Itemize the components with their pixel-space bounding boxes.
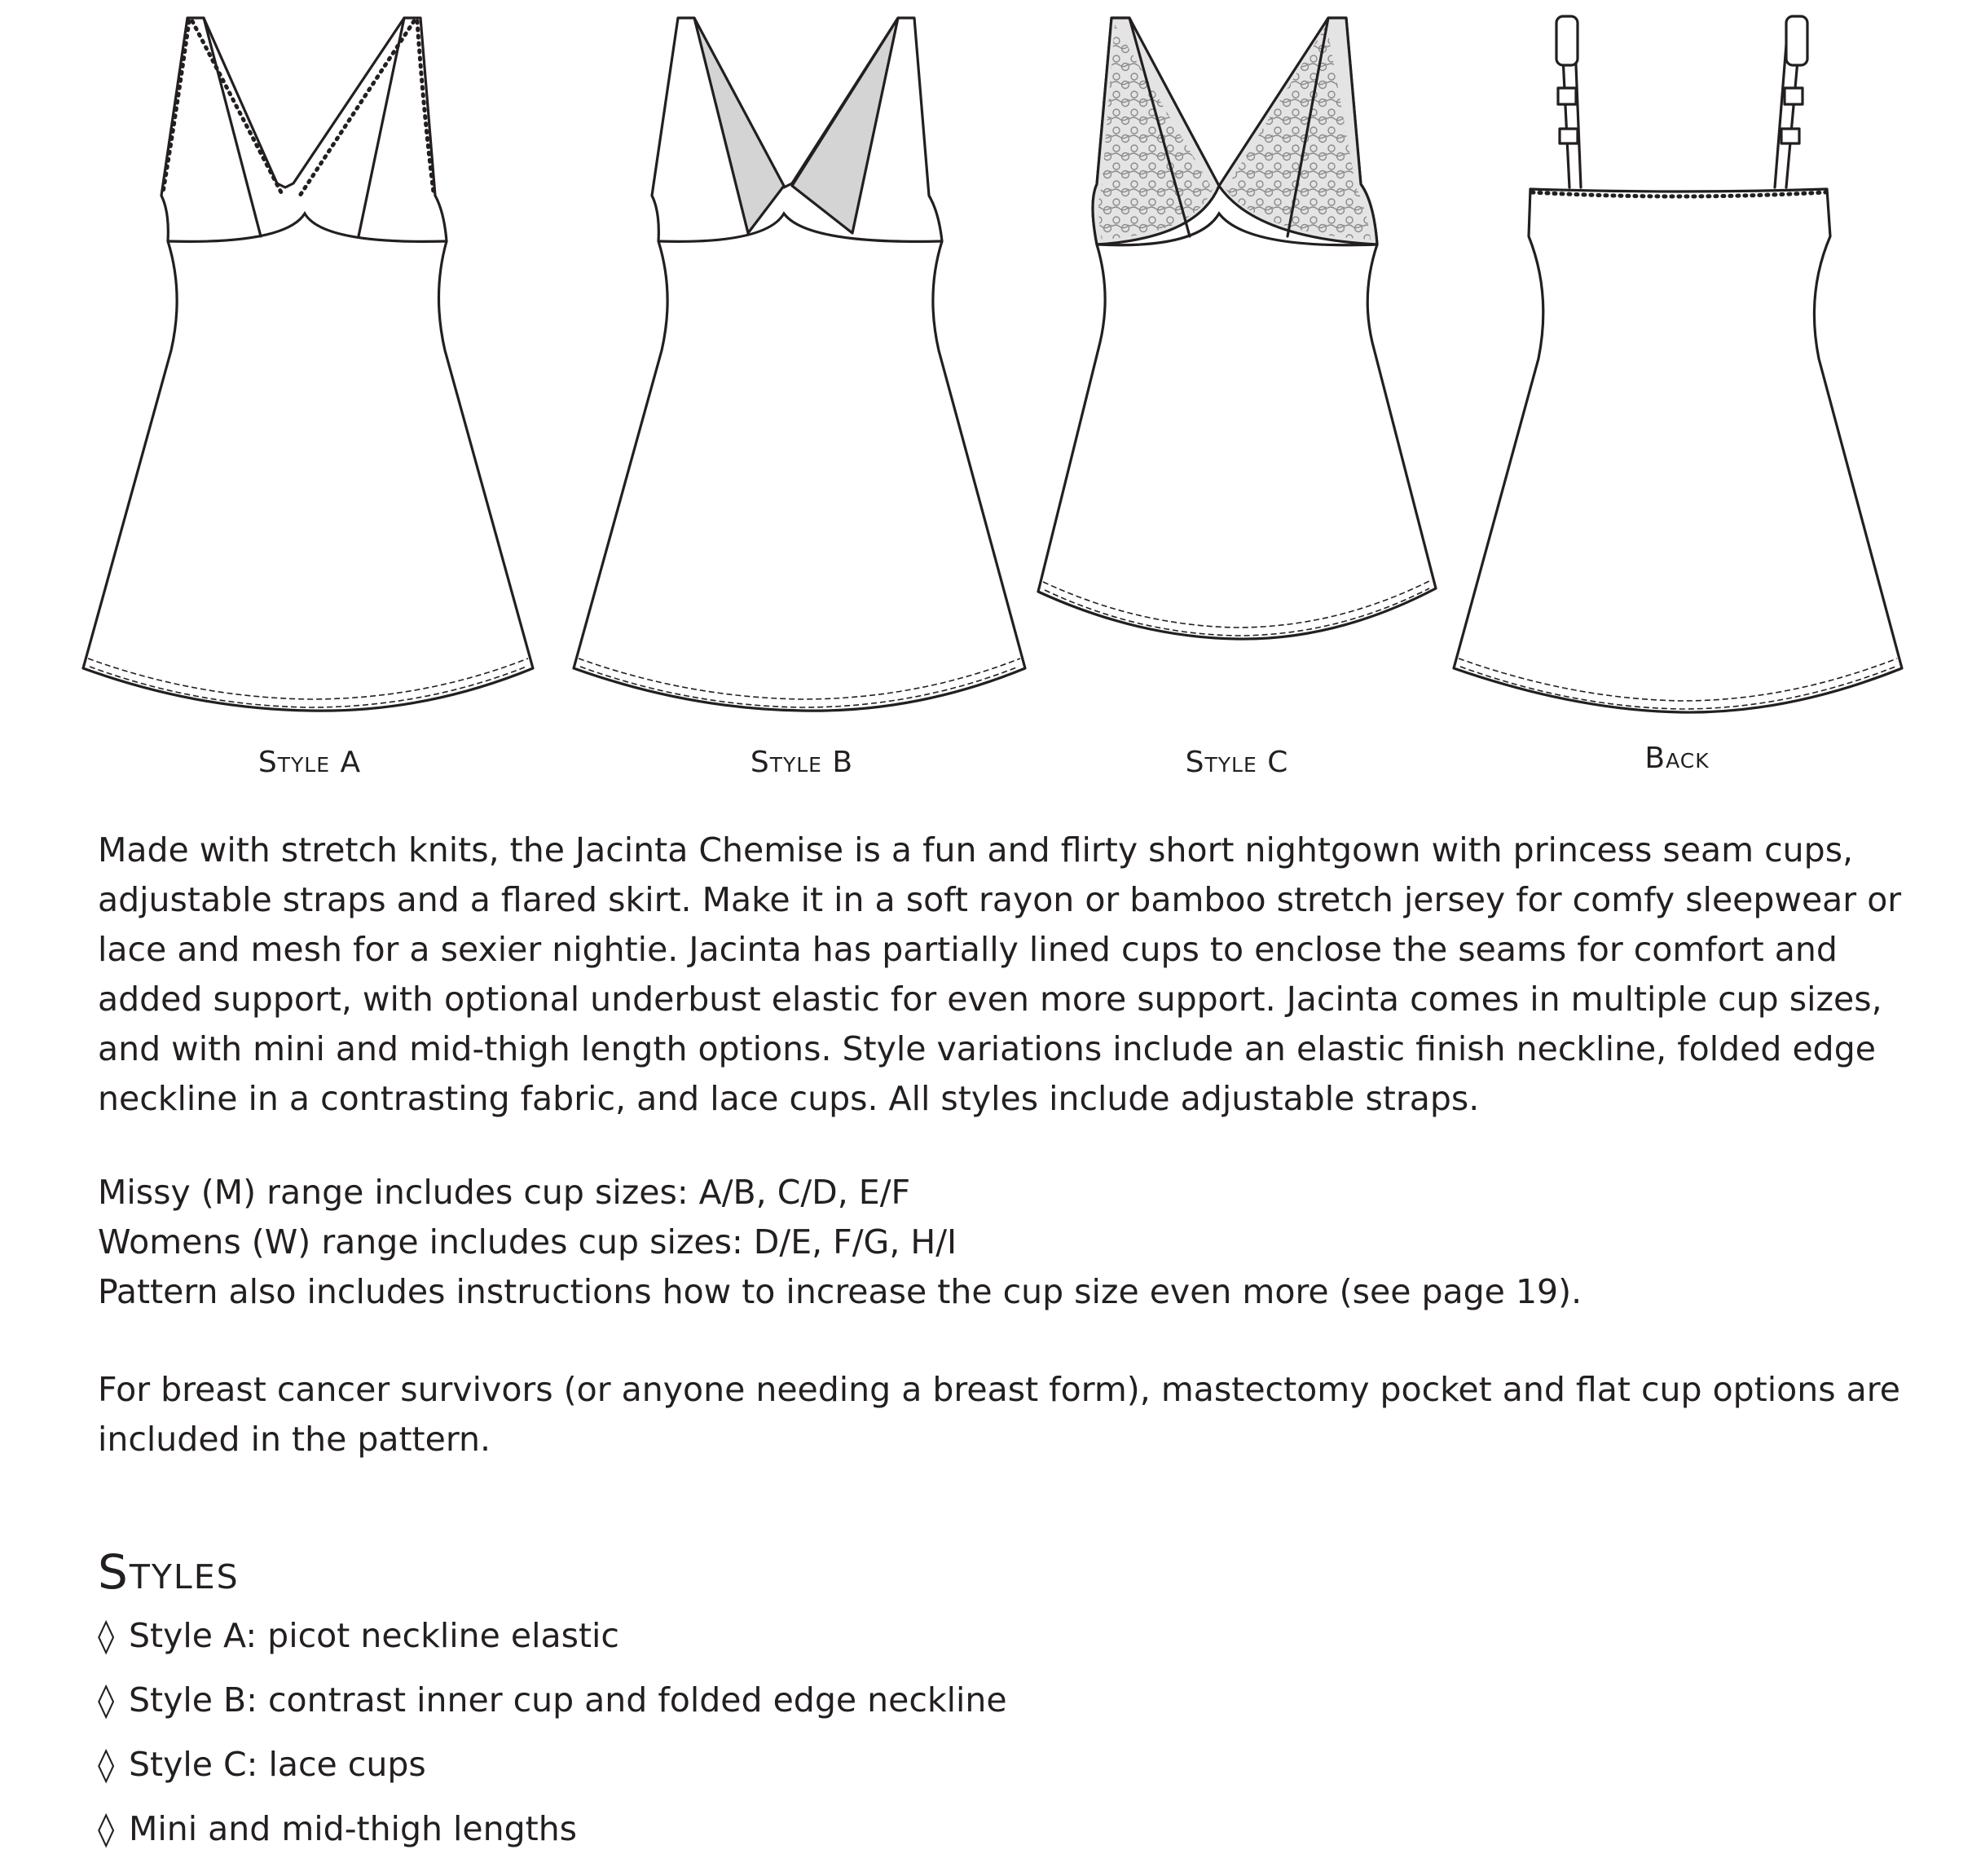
styles-heading: Styles (98, 1544, 240, 1600)
mastectomy-text: For breast cancer survivors (or anyone needing a breast form), mastectomy pocket and flat cup options are included in the pattern. (98, 1370, 1900, 1459)
style-item-text: Style A: picot neckline elastic (129, 1616, 619, 1655)
description-paragraph (98, 826, 1915, 1124)
mastectomy-note (98, 1365, 1915, 1464)
back-flat (1454, 16, 1902, 712)
diamond-bullet-icon: ◊ (98, 1616, 115, 1655)
style-a-flat (83, 18, 533, 711)
back-label: Back (1644, 742, 1710, 775)
style-c-flat (1038, 18, 1436, 639)
womens-cup-sizes: Womens (W) range includes cup sizes: D/E, F/G, H/I (98, 1222, 957, 1262)
cup-size-info (98, 1168, 1915, 1317)
style-item-text: Style B: contrast inner cup and folded edge neckline (129, 1680, 1007, 1720)
description-text: Made with stretch knits, the Jacinta Chemise is a fun and flirty short nightgown with princess seam cups, adjustable straps and a flared skirt. Make it in a soft rayon or bamboo stretch jersey for comfy sleepwear or lace and mesh for a sexier nightie. Jacinta has partially lined cups to enclose the seams for comfort and added support, with optional underbust elastic for even more support. Jacinta comes in multiple cup sizes, and with mini and mid-thigh length options. Style variations include an elastic finish neckline, folded edge neckline in a contrasting fabric, and lace cups. All styles include adjustable straps. (98, 830, 1902, 1118)
style-item-text: Style C: lace cups (129, 1745, 426, 1784)
diamond-bullet-icon: ◊ (98, 1680, 115, 1720)
technical-flats-illustration (0, 0, 1972, 799)
diamond-bullet-icon: ◊ (98, 1745, 115, 1784)
diamond-bullet-icon: ◊ (98, 1809, 115, 1848)
list-item (98, 1804, 1007, 1869)
style-a-label: Style A (258, 746, 362, 779)
styles-list (98, 1611, 1007, 1869)
style-b-flat (574, 18, 1025, 711)
list-item (98, 1611, 1007, 1676)
missy-cup-sizes: Missy (M) range includes cup sizes: A/B, C/D, E/F (98, 1173, 911, 1212)
style-item-text: Mini and mid-thigh lengths (129, 1809, 578, 1848)
style-b-label: Style B (750, 746, 854, 779)
increase-cup-note: Pattern also includes instructions how to increase the cup size even more (see page 19). (98, 1272, 1582, 1311)
list-item (98, 1676, 1007, 1740)
style-c-label: Style C (1185, 746, 1289, 779)
list-item (98, 1740, 1007, 1804)
